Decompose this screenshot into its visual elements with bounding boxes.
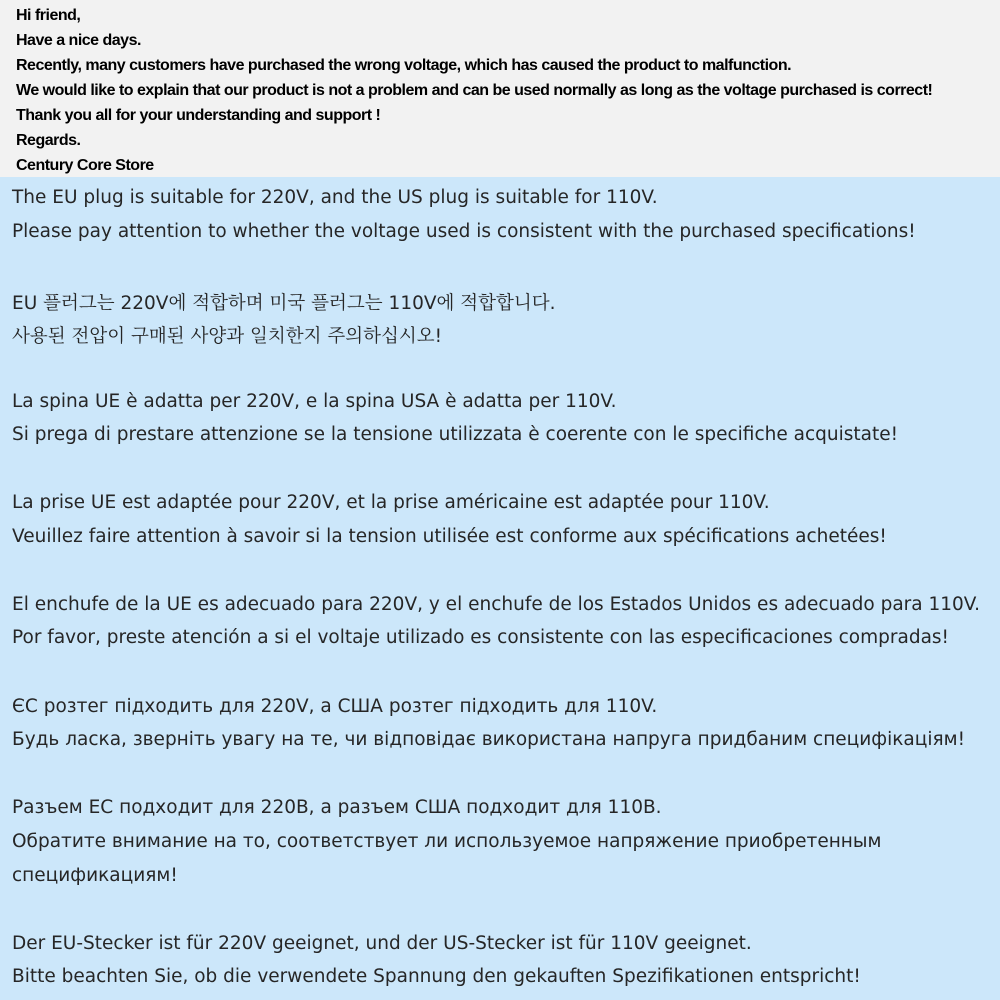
greeting-wish: Have a nice days. <box>16 32 141 49</box>
notice-russian-line1: Разъем ЕС подходит для 220В, а разъем США подходит для 110В. <box>12 797 662 818</box>
notice-italian-line2: Si prega di prestare attenzione se la tensione utilizzata è coerente con le specifiche acquistate! <box>12 424 899 445</box>
greeting-problem: Recently, many customers have purchased the wrong voltage, which has caused the product to malfunction. <box>16 57 792 74</box>
greeting-regards: Regards. <box>16 132 81 149</box>
notice-korean-line2: 사용된 전압이 구매된 사양과 일치한지 주의하십시오! <box>12 326 442 347</box>
notice-italian-line1: La spina UE è adatta per 220V, e la spina USA è adatta per 110V. <box>12 391 617 412</box>
voltage-notice <box>0 177 1000 1000</box>
greeting-store-name: Century Core Store <box>16 157 154 174</box>
notice-english-line1: The EU plug is suitable for 220V, and the US plug is suitable for 110V. <box>12 187 658 208</box>
notice-ukrainian-line2: Будь ласка, зверніть увагу на те, чи відповідає використана напруга придбаним специфікаціям! <box>12 729 965 750</box>
notice-ukrainian-line1: ЄС розтег підходить для 220V, а США розтег підходить для 110V. <box>12 696 658 717</box>
notice-english-line2: Please pay attention to whether the voltage used is consistent with the purchased specifications! <box>12 221 916 242</box>
greeting-salutation: Hi friend, <box>16 7 81 24</box>
notice-spanish-line2: Por favor, preste atención a si el voltaje utilizado es consistente con las especificaciones compradas! <box>12 627 949 648</box>
notice-russian-line2: Обратите внимание на то, соответствует ли используемое напряжение приобретенным <box>12 831 882 852</box>
notice-russian-line3: спецификациям! <box>12 865 178 886</box>
notice-korean-line1: EU 플러그는 220V에 적합하며 미국 플러그는 110V에 적합합니다. <box>12 293 556 314</box>
notice-german-line1: Der EU-Stecker ist für 220V geeignet, und der US-Stecker ist für 110V geeignet. <box>12 933 752 954</box>
notice-spanish-line1: El enchufe de la UE es adecuado para 220V, y el enchufe de los Estados Unidos es adecuado para 110V. <box>12 594 980 615</box>
greeting-section <box>0 0 1000 177</box>
notice-french-line2: Veuillez faire attention à savoir si la tension utilisée est conforme aux spécifications achetées! <box>12 526 887 547</box>
notice-german-line2: Bitte beachten Sie, ob die verwendete Spannung den gekauften Spezifikationen entspricht! <box>12 966 861 987</box>
greeting-thanks: Thank you all for your understanding and support ! <box>16 107 381 124</box>
greeting-explanation: We would like to explain that our product is not a problem and can be used normally as long as the voltage purchased is correct! <box>16 82 933 99</box>
notice-french-line1: La prise UE est adaptée pour 220V, et la prise américaine est adaptée pour 110V. <box>12 492 770 513</box>
